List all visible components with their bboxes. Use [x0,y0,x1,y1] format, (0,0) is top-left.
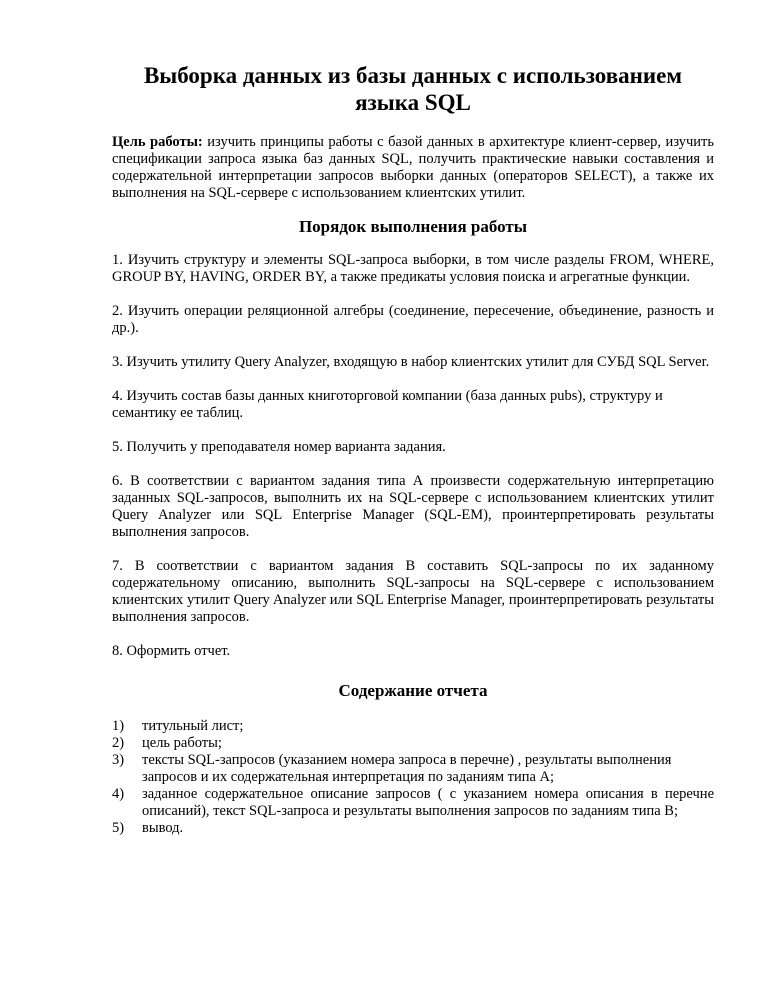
list-item-number: 1) [112,718,125,734]
list-item-text: заданное содержательное описание запросов ( с указанием номера описания в перечне описаний), текст SQL-запроса и результаты выполнения запросов по заданиям типа В; [142,786,714,819]
list-item [112,718,714,735]
document-page [112,62,714,837]
list-item-text: вывод. [142,820,184,836]
step-3: 3. Изучить утилиту Query Analyzer, входящую в набор клиентских утилит для СУБД SQL Server. [112,354,710,370]
list-item [112,820,714,837]
procedure-heading: Порядок выполнения работы [298,217,528,236]
report-list [112,718,714,837]
list-item-text: титульный лист; [142,718,244,734]
goal-text: изучить принципы работы с базой данных в архитектуре клиент-сервер, изучить спецификации запроса языка баз данных SQL, получить практические навыки составления и содержательной интерпретации запросов выборки данных (операторов SELECT), а также их выполнения на SQL-сервере с использованием клиентских утилит. [112,134,714,201]
step-8: 8. Оформить отчет. [112,643,231,659]
goal-label: Цель работы: [112,134,203,150]
report-heading: Содержание отчета [338,681,488,700]
list-item-text: тексты SQL-запросов (указанием номера запроса в перечне) , результаты выполнения запросов и их содержательная интерпретация по заданиям типа А; [142,752,672,785]
step-5: 5. Получить у преподавателя номер варианта задания. [112,439,446,455]
step-1: 1. Изучить структуру и элементы SQL-запроса выборки, в том числе разделы FROM, WHERE, GROUP BY, HAVING, ORDER BY, а также предикаты условия поиска и агрегатные функции. [112,252,714,285]
list-item-text: цель работы; [142,735,222,751]
list-item [112,786,714,820]
goal-paragraph [112,134,714,202]
list-item-number: 2) [112,735,125,751]
step-4: 4. Изучить состав базы данных книготорговой компании (база данных pubs), структуру и семантику ее таблиц. [112,388,663,421]
list-item-number: 4) [112,786,125,802]
page-title: Выборка данных из базы данных с использованием языка SQL [143,63,683,115]
step-7: 7. В соответствии с вариантом задания В составить SQL-запросы по их заданному содержательному описанию, выполнить SQL-запросы на SQL-сервере с использованием клиентских утилит Query Analyzer или SQL Enterprise Manager, проинтерпретировать результаты выполнения запросов. [112,558,714,625]
list-item-number: 3) [112,752,125,768]
step-6: 6. В соответствии с вариантом задания типа А произвести содержательную интерпретацию заданных SQL-запросов, выполнить их на SQL-сервере с использованием клиентских утилит Query Analyzer или SQL Enterprise Manager (SQL-EM), проинтерпретировать результаты выполнения запросов. [112,473,714,540]
step-2: 2. Изучить операции реляционной алгебры (соединение, пересечение, объединение, разность и др.). [112,303,714,336]
list-item-number: 5) [112,820,125,836]
list-item [112,752,714,786]
list-item [112,735,714,752]
